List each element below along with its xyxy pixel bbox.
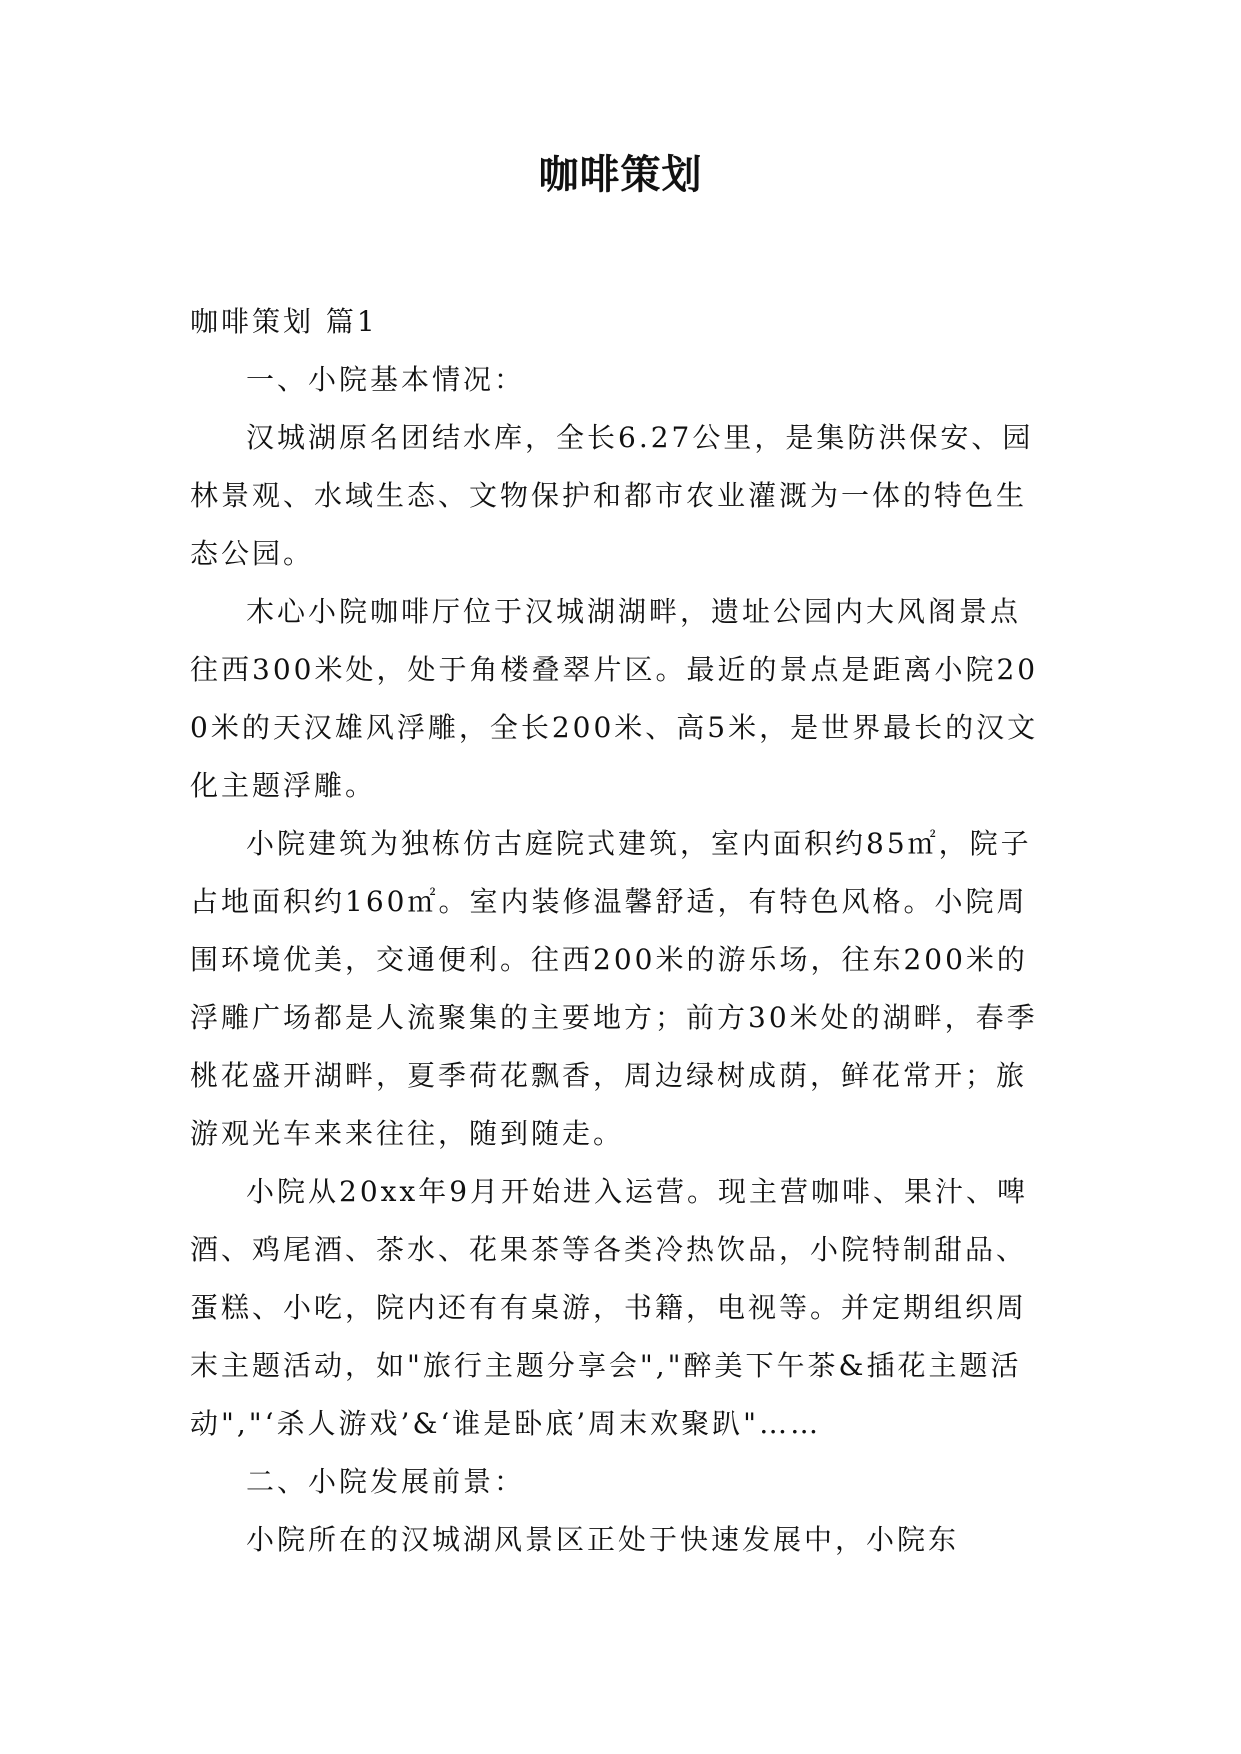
paragraph: 小院建筑为独栋仿古庭院式建筑，室内面积约85㎡，院子占地面积约160㎡。室内装修温馨舒适，有特色风格。小院周围环境优美，交通便利。往西200米的游乐场，往东200米的浮雕广场都是人流聚集的主要地方；前方30米处的湖畔，春季桃花盛开湖畔，夏季荷花飘香，周边绿树成荫，鲜花常开；旅游观光车来来往往，随到随走。 [190,827,1038,1150]
paragraph: 汉城湖原名团结水库，全长6.27公里，是集防洪保安、园林景观、水域生态、文物保护和都市农业灌溉为一体的特色生态公园。 [190,421,1034,570]
paragraph-heading-1: 一、小院基本情况： [246,363,526,396]
paragraph: 小院从20xx年9月开始进入运营。现主营咖啡、果汁、啤酒、鸡尾酒、茶水、花果茶等各类冷热饮品，小院特制甜品、蛋糕、小吃，院内还有有桌游，书籍，电视等。并定期组织周末主题活动，如"旅行主题分享会","醉美下午茶&插花主题活动","‘杀人游戏’&‘谁是卧底’周末欢聚趴"…… [190,1175,1029,1440]
document-body [190,293,1050,1569]
paragraph-heading-2: 二、小院发展前景： [246,1465,526,1498]
paragraph: 小院所在的汉城湖风景区正处于快速发展中，小院东 [246,1523,960,1556]
paragraph: 木心小院咖啡厅位于汉城湖湖畔，遗址公园内大风阁景点往西300米处，处于角楼叠翠片区。最近的景点是距离小院200米的天汉雄风浮雕，全长200米、高5米，是世界最长的汉文化主题浮雕。 [190,595,1039,802]
document-title: 咖啡策划 [538,152,703,198]
section-heading: 咖啡策划 篇1 [190,305,378,338]
